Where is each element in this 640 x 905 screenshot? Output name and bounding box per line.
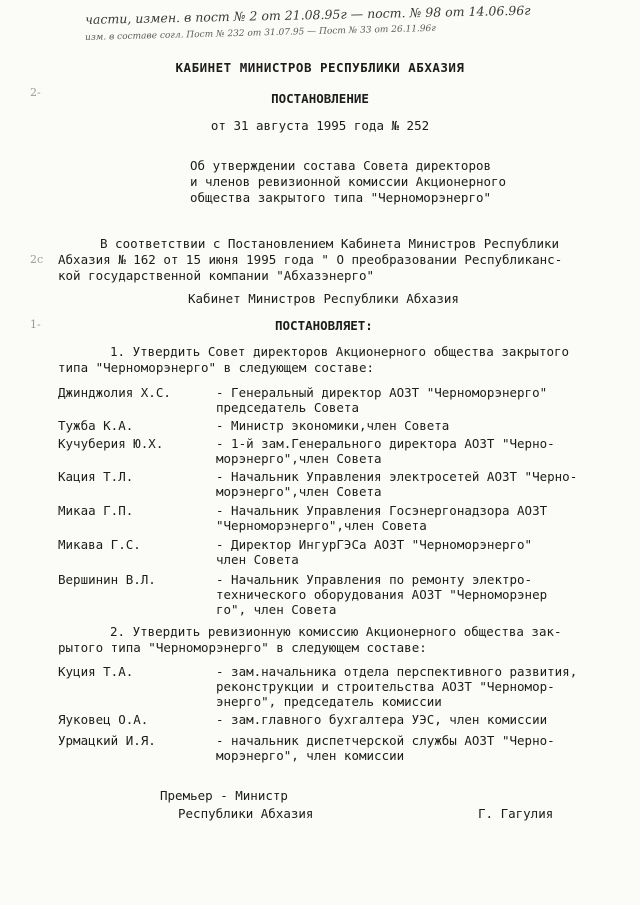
member-name: Урмацкий И.Я. — [58, 733, 156, 748]
member-role: морэнерго", член комиссии — [216, 748, 405, 763]
decree-word: ПОСТАНОВЛЯЕТ: — [275, 318, 373, 333]
member-role: - Начальник Управления Госэнергонадзора АОЗТ — [216, 503, 548, 518]
margin-mark: 2- — [30, 86, 41, 99]
member-role: - начальник диспетчерской службы АОЗТ "Черно- — [216, 733, 555, 748]
subject-line: Об утверждении состава Совета директоров — [190, 158, 492, 173]
signatory-name: Г. Гагулия — [478, 806, 554, 821]
section2-intro: рытого типа "Черноморэнерго" в следующем составе: — [58, 640, 427, 655]
margin-mark: 1- — [30, 318, 41, 331]
member-role: - Генеральный директор АОЗТ "Черноморэнерго" — [216, 385, 548, 400]
preamble-line: кой государственной компании "Абхазэнерго" — [58, 268, 375, 283]
member-role: морэнерго",член Совета — [216, 451, 382, 466]
member-role: член Совета — [216, 552, 299, 567]
member-name: Микаа Г.П. — [58, 503, 134, 518]
member-name: Куция Т.А. — [58, 664, 134, 679]
document-type: ПОСТАНОВЛЕНИЕ — [271, 91, 369, 106]
handwritten-annotation: части, измен. в пост № 2 от 21.08.95г — пост. № 98 от 14.06.96г — [85, 2, 531, 27]
member-role: го", член Совета — [216, 602, 337, 617]
signatory-title: Премьер - Министр — [160, 788, 288, 803]
section1-intro: 1. Утвердить Совет директоров Акционерного общества закрытого — [110, 344, 570, 359]
preamble-line: Абхазия № 162 от 15 июня 1995 года " О преобразовании Республиканс- — [58, 252, 563, 267]
member-role: энерго", председатель комиссии — [216, 694, 442, 709]
member-role: - Начальник Управления электросетей АОЗТ "Черно- — [216, 469, 578, 484]
enacting-body: Кабинет Министров Республики Абхазия — [188, 291, 459, 306]
member-name: Джинджолия Х.С. — [58, 385, 171, 400]
member-name: Кация Т.Л. — [58, 469, 134, 484]
subject-line: и членов ревизионной комиссии Акционерного — [190, 174, 507, 189]
member-role: - Министр экономики,член Совета — [216, 418, 450, 433]
section2-intro: 2. Утвердить ревизионную комиссию Акционерного общества зак- — [110, 624, 562, 639]
member-role: - зам.главного бухгалтера УЭС, член комиссии — [216, 712, 548, 727]
member-role: - Директор ИнгурГЭСа АОЗТ "Черноморэнерго" — [216, 537, 533, 552]
member-role: - 1-й зам.Генерального директора АОЗТ "Черно- — [216, 436, 555, 451]
member-role: председатель Совета — [216, 400, 359, 415]
member-name: Микава Г.С. — [58, 537, 141, 552]
member-name: Кучуберия Ю.Х. — [58, 436, 164, 451]
section1-intro: типа "Черноморэнерго" в следующем составе: — [58, 360, 375, 375]
member-name: Вершинин В.Л. — [58, 572, 156, 587]
member-role: - Начальник Управления по ремонту электро- — [216, 572, 533, 587]
issuing-authority: КАБИНЕТ МИНИСТРОВ РЕСПУБЛИКИ АБХАЗИЯ — [175, 60, 465, 75]
margin-mark: 2с — [30, 253, 44, 266]
member-name: Тужба К.А. — [58, 418, 134, 433]
member-role: реконструкции и строительства АОЗТ "Черномор- — [216, 679, 555, 694]
member-role: "Черноморэнерго",член Совета — [216, 518, 427, 533]
preamble-line: В соответствии с Постановлением Кабинета Министров Республики — [100, 236, 560, 251]
member-role: - зам.начальника отдела перспективного развития, — [216, 664, 578, 679]
member-role: морэнерго",член Совета — [216, 484, 382, 499]
handwritten-annotation-2: изм. в составе согл. Пост № 232 от 31.07.95 — Пост № 33 от 26.11.96г — [85, 23, 436, 43]
member-name: Яуковец О.А. — [58, 712, 149, 727]
member-role: технического оборудования АОЗТ "Черноморэнер — [216, 587, 548, 602]
signatory-title: Республики Абхазия — [178, 806, 314, 821]
subject-line: общества закрытого типа "Черноморэнерго" — [190, 190, 492, 205]
date-number: от 31 августа 1995 года № 252 — [210, 118, 430, 133]
